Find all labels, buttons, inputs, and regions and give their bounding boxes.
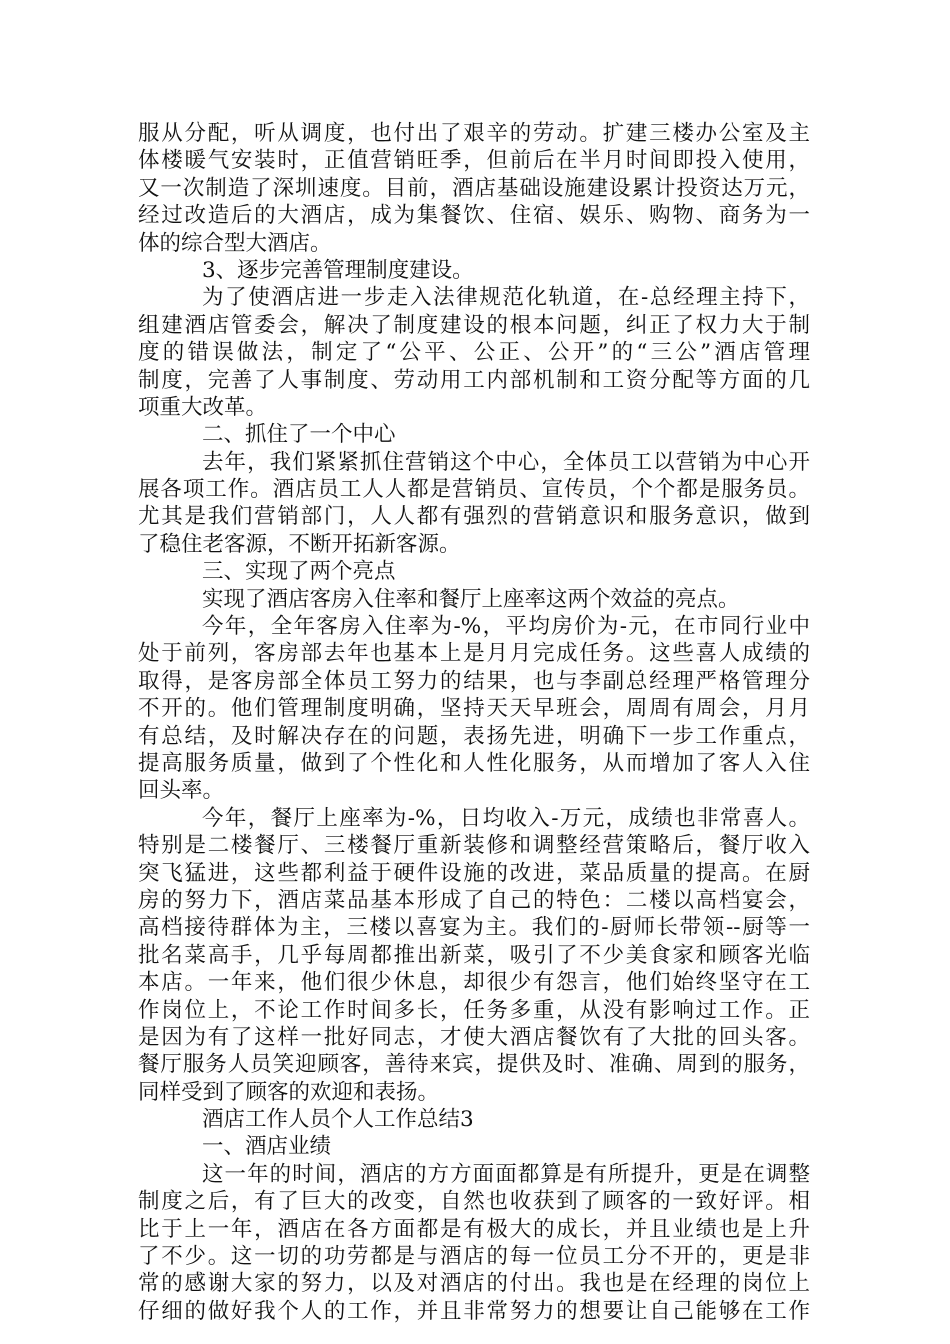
text-line: 酒店工作人员个人工作总结3 — [202, 1107, 474, 1133]
text-line: 二、抓住了一个中心 — [202, 422, 396, 448]
text-line: 三、实现了两个亮点 — [202, 559, 396, 585]
text-line: 作岗位上，不论工作时间多长，任务多重，从没有影响过工作。正 — [138, 997, 810, 1023]
text-line: 今年，餐厅上座率为-%，日均收入-万元，成绩也非常喜人。 — [202, 805, 810, 831]
text-line: 了稳住老客源，不断开拓新客源。 — [138, 531, 461, 557]
text-line: 有总结，及时解决存在的问题，表扬先进，明确下一步工作重点， — [138, 723, 810, 749]
document-page — [138, 120, 810, 1325]
text-line: 项重大改革。 — [138, 394, 268, 420]
text-line: 处于前列，客房部去年也基本上是月月完成任务。这些喜人成绩的 — [138, 641, 810, 667]
text-line: 是因为有了这样一批好同志，才使大酒店餐饮有了大批的回头客。 — [138, 1024, 810, 1050]
text-line: 为了使酒店进一步走入法律规范化轨道，在-总经理主持下， — [202, 285, 810, 311]
text-line: 展各项工作。酒店员工人人都是营销员、宣传员，个个都是服务员。 — [138, 477, 810, 503]
text-line: 突飞猛进，这些都利益于硬件设施的改进，菜品质量的提高。在厨 — [138, 860, 810, 886]
text-line: 特别是二楼餐厅、三楼餐厅重新装修和调整经营策略后，餐厅收入 — [138, 833, 810, 859]
text-line: 提高服务质量，做到了个性化和人性化服务，从而增加了客人入住 — [138, 750, 810, 776]
text-line: 体楼暖气安装时，正值营销旺季，但前后在半月时间即投入使用， — [138, 148, 810, 174]
text-line: 回头率。 — [138, 778, 225, 804]
text-line: 体的综合型大酒店。 — [138, 230, 332, 256]
text-line: 了不少。这一切的功劳都是与酒店的每一位员工分不开的，更是非 — [138, 1244, 810, 1270]
text-line: 制度，完善了人事制度、劳动用工内部机制和工资分配等方面的几 — [138, 367, 810, 393]
text-line: 3、逐步完善管理制度建设。 — [202, 257, 474, 283]
text-line: 取得，是客房部全体员工努力的结果，也与李副总经理严格管理分 — [138, 668, 810, 694]
text-line: 服从分配，听从调度，也付出了艰辛的劳动。扩建三楼办公室及主 — [138, 121, 810, 146]
text-line: 仔细的做好我个人的工作，并且非常努力的想要让自己能够在工作 — [138, 1298, 810, 1324]
text-line: 尤其是我们营销部门，人人都有强烈的营销意识和服务意识，做到 — [138, 504, 810, 530]
text-line: 这一年的时间，酒店的方方面面都算是有所提升，更是在调整 — [202, 1161, 810, 1187]
text-line: 本店。一年来，他们很少休息，却很少有怨言，他们始终坚守在工 — [138, 970, 810, 996]
text-line: 餐厅服务人员笑迎顾客，善待来宾，提供及时、准确、周到的服务， — [138, 1052, 810, 1078]
text-line: 度的错误做法，制定了“公平、公正、公开”的“三公”酒店管理 — [138, 340, 810, 366]
text-line: 又一次制造了深圳速度。目前，酒店基础设施建设累计投资达万元， — [138, 175, 810, 201]
text-line: 同样受到了顾客的欢迎和表扬。 — [138, 1079, 440, 1105]
text-line: 实现了酒店客房入住率和餐厅上座率这两个效益的亮点。 — [202, 586, 740, 612]
text-line: 比于上一年，酒店在各方面都是有极大的成长，并且业绩也是上升 — [138, 1216, 810, 1242]
text-line: 经过改造后的大酒店，成为集餐饮、住宿、娱乐、购物、商务为一 — [138, 203, 810, 229]
text-line: 房的努力下，酒店菜品基本形成了自己的特色：二楼以高档宴会， — [138, 887, 810, 913]
text-line: 今年，全年客房入住率为-%，平均房价为-元，在市同行业中 — [202, 614, 810, 640]
text-line: 一、酒店业绩 — [202, 1134, 332, 1160]
text-line: 高档接待群体为主，三楼以喜宴为主。我们的-厨师长带领--厨等一 — [138, 915, 810, 941]
text-line: 不开的。他们管理制度明确，坚持天天早班会，周周有周会，月月 — [138, 696, 810, 722]
text-line: 去年，我们紧紧抓住营销这个中心，全体员工以营销为中心开 — [202, 449, 810, 475]
text-line: 常的感谢大家的努力，以及对酒店的付出。我也是在经理的岗位上 — [138, 1271, 810, 1297]
text-line: 批名菜高手，几乎每周都推出新菜，吸引了不少美食家和顾客光临 — [138, 942, 810, 968]
text-line: 组建酒店管委会，解决了制度建设的根本问题，纠正了权力大于制 — [138, 312, 810, 338]
text-line: 制度之后，有了巨大的改变，自然也收获到了顾客的一致好评。相 — [138, 1189, 810, 1215]
